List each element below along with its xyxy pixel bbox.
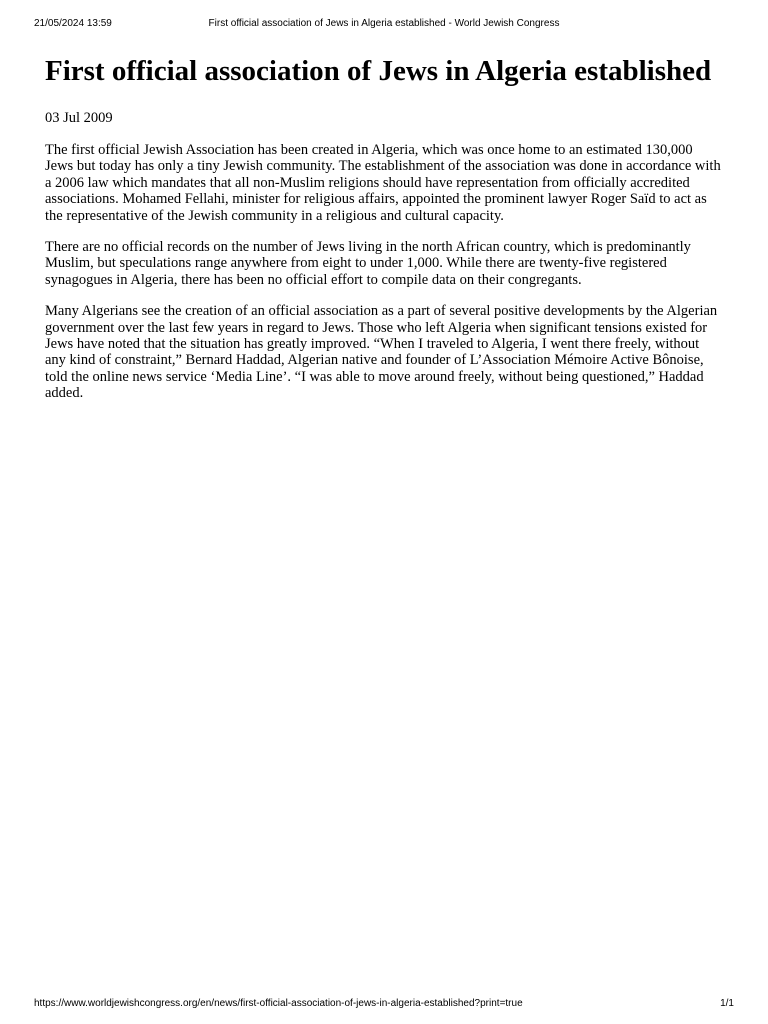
page-number: 1/1	[720, 998, 734, 1009]
article-paragraph: Many Algerians see the creation of an official association as a part of several positive developments by the Algerian government over the last few years in regard to Jews. Those who left Algeria when significant tensions existed for Jews have noted that the situation has greatly improved. “When I traveled to Algeria, I went there freely, without any kind of constraint,” Bernard Haddad, Algerian native and founder of L’Association Mémoire Active Bônoise, told the online news service ‘Media Line’. “I was able to move around freely, without being questioned,” Haddad added.	[45, 303, 718, 402]
article-paragraph: There are no official records on the number of Jews living in the north African country, which is predominantly Muslim, but speculations range anywhere from eight to under 1,000. While there are twenty-five registered synagogues in Algeria, there has been no official effort to compile data on their congregants.	[45, 239, 691, 288]
print-datetime: 21/05/2024 13:59	[34, 18, 112, 29]
print-footer	[34, 997, 734, 1011]
article-headline: First official association of Jews in Algeria established	[45, 55, 712, 87]
print-header	[34, 17, 734, 31]
article-date: 03 Jul 2009	[45, 110, 113, 126]
print-document-title: First official association of Jews in Algeria established - World Jewish Congress	[208, 18, 560, 29]
article	[45, 54, 723, 402]
article-paragraph: The first official Jewish Association has been created in Algeria, which was once home to an estimated 130,000 Jews but today has only a tiny Jewish community. The establishment of the association was done in accordance with a 2006 law which mandates that all non-Muslim religions should have representation from officially accredited associations. Mohamed Fellahi, minister for religious affairs, appointed the prominent lawyer Roger Saïd to act as the representative of the Jewish community in a religious and cultural capacity.	[45, 142, 721, 224]
print-url[interactable]: https://www.worldjewishcongress.org/en/news/first-official-association-of-jews-in-algeria-established?print=true	[34, 998, 523, 1009]
